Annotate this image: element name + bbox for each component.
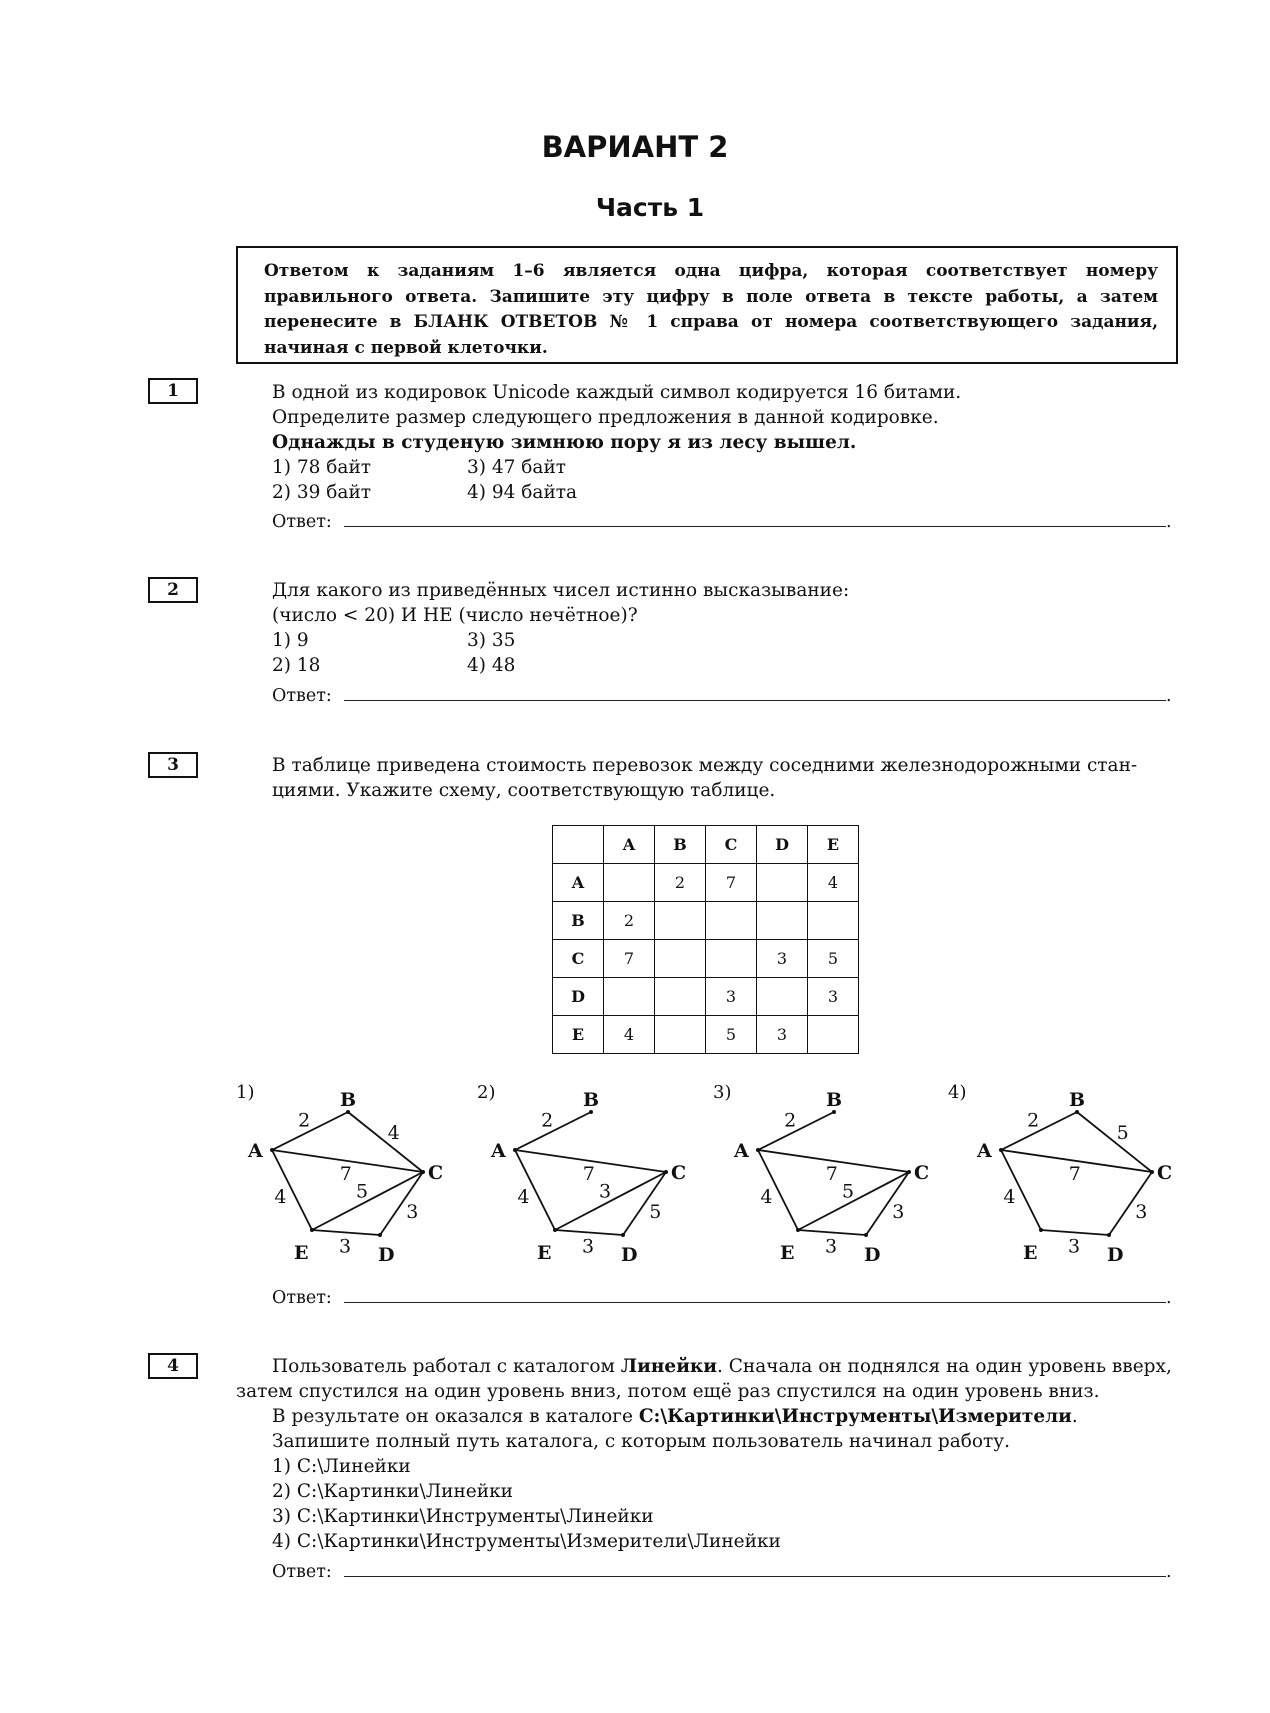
table-cell [604, 978, 655, 1016]
graph-option-label-2: 2) [477, 1082, 496, 1103]
answer-label: Ответ: [272, 1562, 332, 1582]
edge-ED [312, 1230, 380, 1235]
vertex-A [513, 1148, 517, 1152]
graph-option-label-1: 1) [236, 1082, 255, 1103]
table-cell: C [553, 940, 604, 978]
table-cell: 3 [757, 940, 808, 978]
edge-weight-label: 3 [825, 1235, 838, 1258]
vertex-D [864, 1233, 868, 1237]
task1-sentence: Однажды в студеную зимнюю пору я из лесу вышел. [272, 432, 857, 453]
vertex-E [553, 1228, 557, 1232]
vertex-label: E [537, 1242, 552, 1264]
table-cell: 3 [808, 978, 859, 1016]
vertex-label: B [1069, 1089, 1086, 1111]
edge-weight-label: 7 [582, 1162, 595, 1185]
answer-label: Ответ: [272, 512, 332, 532]
edge-weight-label: 2 [298, 1109, 311, 1132]
task4-answer-field[interactable]: Ответ: . [272, 1562, 1172, 1582]
task4-line1: Пользователь работал с каталогом Линейки. Сначала он поднялся на один уровень вверх, [272, 1356, 1172, 1377]
edge-weight-label: 3 [598, 1180, 612, 1203]
vertex-label: D [621, 1244, 638, 1266]
table-cell [757, 864, 808, 902]
vertex-label: A [248, 1140, 263, 1162]
edge-weight-label: 4 [517, 1185, 530, 1208]
vertex-label: B [340, 1089, 357, 1111]
answer-label: Ответ: [272, 1288, 332, 1308]
edge-weight-label: 3 [1135, 1200, 1148, 1223]
task2-answer-field[interactable]: Ответ: . [272, 686, 1172, 706]
graph-diagram-2 [483, 1080, 693, 1265]
task4-line2: затем спустился на один уровень вниз, потом ещё раз спустился на один уровень вниз. [236, 1381, 1100, 1402]
vertex-label: E [780, 1242, 795, 1264]
vertex-label: E [294, 1242, 309, 1264]
edge-ED [1041, 1230, 1109, 1235]
vertex-label: C [671, 1162, 687, 1184]
table-cell [553, 826, 604, 864]
task4-option-4: 4) С:\Картинки\Инструменты\Измерители\Линейки [272, 1531, 781, 1552]
task1-option-2: 2) 39 байт [272, 482, 372, 503]
graph-diagram-3 [726, 1080, 936, 1265]
vertex-label: A [734, 1140, 749, 1162]
vertex-label: D [864, 1244, 881, 1266]
vertex-C [1150, 1170, 1154, 1174]
part-title: Часть 1 [595, 193, 705, 222]
vertex-label: A [491, 1140, 506, 1162]
vertex-C [907, 1170, 911, 1174]
vertex-C [421, 1170, 425, 1174]
table-cell: D [757, 826, 808, 864]
edge-weight-label: 4 [1003, 1185, 1016, 1208]
table-cell [706, 940, 757, 978]
vertex-D [1107, 1233, 1111, 1237]
vertex-D [378, 1233, 382, 1237]
answer-blank[interactable] [344, 512, 1166, 527]
instructions-box: Ответом к заданиям 1–6 является одна цифра, которая соответствует номеру правильного ответа. Запишите эту цифру в поле ответа в тексте работы, а затем перенесите в БЛАНК ОТВЕТОВ № 1 справа от номера соответствующего задания, начиная с первой клеточки. [236, 246, 1178, 364]
vertex-label: B [583, 1089, 600, 1111]
edge-weight-label: 3 [582, 1235, 595, 1258]
table-cell: 2 [655, 864, 706, 902]
task1-option-3: 3) 47 байт [467, 457, 567, 478]
vertex-E [796, 1228, 800, 1232]
task1-option-1: 1) 78 байт [272, 457, 372, 478]
table-cell: 4 [808, 864, 859, 902]
answer-blank[interactable] [344, 1562, 1166, 1577]
table-cell: B [553, 902, 604, 940]
task4-option-3: 3) С:\Картинки\Инструменты\Линейки [272, 1506, 654, 1527]
task4-option-2: 2) С:\Картинки\Линейки [272, 1481, 513, 1502]
vertex-label: D [378, 1244, 395, 1266]
vertex-label: C [914, 1162, 930, 1184]
edge-weight-label: 2 [541, 1109, 554, 1132]
vertex-D [621, 1233, 625, 1237]
vertex-label: C [428, 1162, 444, 1184]
edge-weight-label: 4 [760, 1185, 773, 1208]
task3-answer-field[interactable]: Ответ: . [272, 1288, 1172, 1308]
table-row [553, 1016, 859, 1054]
edge-weight-label: 3 [406, 1200, 419, 1223]
task1-line2: Определите размер следующего предложения в данной кодировке. [272, 407, 939, 428]
table-cell: 3 [757, 1016, 808, 1054]
table-row [553, 902, 859, 940]
vertex-A [270, 1148, 274, 1152]
graph-diagram-4 [969, 1080, 1179, 1265]
edge-weight-label: 7 [1068, 1162, 1081, 1185]
vertex-C [664, 1170, 668, 1174]
table-cell [757, 978, 808, 1016]
task-number-1: 1 [148, 378, 198, 404]
table-row [553, 826, 859, 864]
result-path: С:\Картинки\Инструменты\Измерители [638, 1406, 1072, 1427]
edge-weight-label: 2 [784, 1109, 797, 1132]
task4-line3: В результате он оказался в каталоге С:\Картинки\Инструменты\Измерители. [272, 1406, 1078, 1427]
table-cell [706, 902, 757, 940]
task3-line1: В таблице приведена стоимость перевозок между соседними железнодорожными стан- [272, 755, 1138, 776]
table-cell [655, 1016, 706, 1054]
variant-title: ВАРИАНТ 2 [541, 130, 729, 164]
vertex-E [1039, 1228, 1043, 1232]
edge-weight-label: 2 [1027, 1109, 1040, 1132]
table-cell [808, 902, 859, 940]
task-number-2: 2 [148, 577, 198, 603]
task2-option-2: 2) 18 [272, 655, 321, 676]
table-row [553, 940, 859, 978]
graph-diagram-1 [240, 1080, 450, 1265]
edge-ED [555, 1230, 623, 1235]
vertex-label: C [1157, 1162, 1173, 1184]
task3-line2: циями. Укажите схему, соответствующую таблице. [272, 780, 776, 801]
table-cell [808, 1016, 859, 1054]
answer-blank[interactable] [344, 686, 1166, 701]
task-number-4: 4 [148, 1353, 198, 1379]
edge-weight-label: 3 [892, 1200, 905, 1223]
edge-weight-label: 4 [274, 1185, 287, 1208]
vertex-label: E [1023, 1242, 1038, 1264]
table-cell: 5 [808, 940, 859, 978]
catalog-name: Линейки [620, 1356, 717, 1377]
edge-weight-label: 7 [339, 1162, 352, 1185]
answer-label: Ответ: [272, 686, 332, 706]
task1-option-4: 4) 94 байта [467, 482, 578, 503]
table-row [553, 978, 859, 1016]
cost-table [552, 825, 859, 1054]
table-cell: A [553, 864, 604, 902]
table-cell: 7 [706, 864, 757, 902]
answer-blank[interactable] [344, 1288, 1166, 1303]
task1-answer-field[interactable]: Ответ: . [272, 512, 1172, 532]
task2-line1: Для какого из приведённых чисел истинно высказывание: [272, 580, 850, 601]
table-cell: E [808, 826, 859, 864]
task1-line1: В одной из кодировок Unicode каждый символ кодируется 16 битами. [272, 382, 962, 403]
table-cell: C [706, 826, 757, 864]
task4-option-1: 1) С:\Линейки [272, 1456, 411, 1477]
edge-weight-label: 5 [1116, 1121, 1129, 1144]
task-number-3: 3 [148, 752, 198, 778]
vertex-label: B [826, 1089, 843, 1111]
vertex-label: D [1107, 1244, 1124, 1266]
edge-weight-label: 3 [1068, 1235, 1081, 1258]
edge-weight-label: 5 [649, 1200, 662, 1223]
task4-line4: Запишите полный путь каталога, с которым пользователь начинал работу. [272, 1431, 1010, 1452]
table-cell [604, 864, 655, 902]
edge-weight-label: 4 [387, 1121, 400, 1144]
task2-option-4: 4) 48 [467, 655, 516, 676]
table-cell: B [655, 826, 706, 864]
table-cell [655, 902, 706, 940]
table-cell: 7 [604, 940, 655, 978]
table-row [553, 864, 859, 902]
graph-option-label-4: 4) [948, 1082, 967, 1103]
edge-weight-label: 5 [355, 1180, 369, 1203]
edge-weight-label: 5 [841, 1180, 855, 1203]
table-cell: E [553, 1016, 604, 1054]
vertex-A [756, 1148, 760, 1152]
vertex-E [310, 1228, 314, 1232]
vertex-A [999, 1148, 1003, 1152]
vertex-label: A [977, 1140, 992, 1162]
table-cell: D [553, 978, 604, 1016]
table-cell: 3 [706, 978, 757, 1016]
table-cell: 2 [604, 902, 655, 940]
task2-line2: (число < 20) И НЕ (число нечётное)? [272, 605, 638, 626]
edge-ED [798, 1230, 866, 1235]
table-cell [655, 940, 706, 978]
edge-weight-label: 7 [825, 1162, 838, 1185]
task2-option-3: 3) 35 [467, 630, 516, 651]
table-cell [655, 978, 706, 1016]
table-cell: 4 [604, 1016, 655, 1054]
edge-weight-label: 3 [339, 1235, 352, 1258]
graph-option-label-3: 3) [713, 1082, 732, 1103]
task2-option-1: 1) 9 [272, 630, 309, 651]
table-cell: A [604, 826, 655, 864]
table-cell [757, 902, 808, 940]
table-cell: 5 [706, 1016, 757, 1054]
